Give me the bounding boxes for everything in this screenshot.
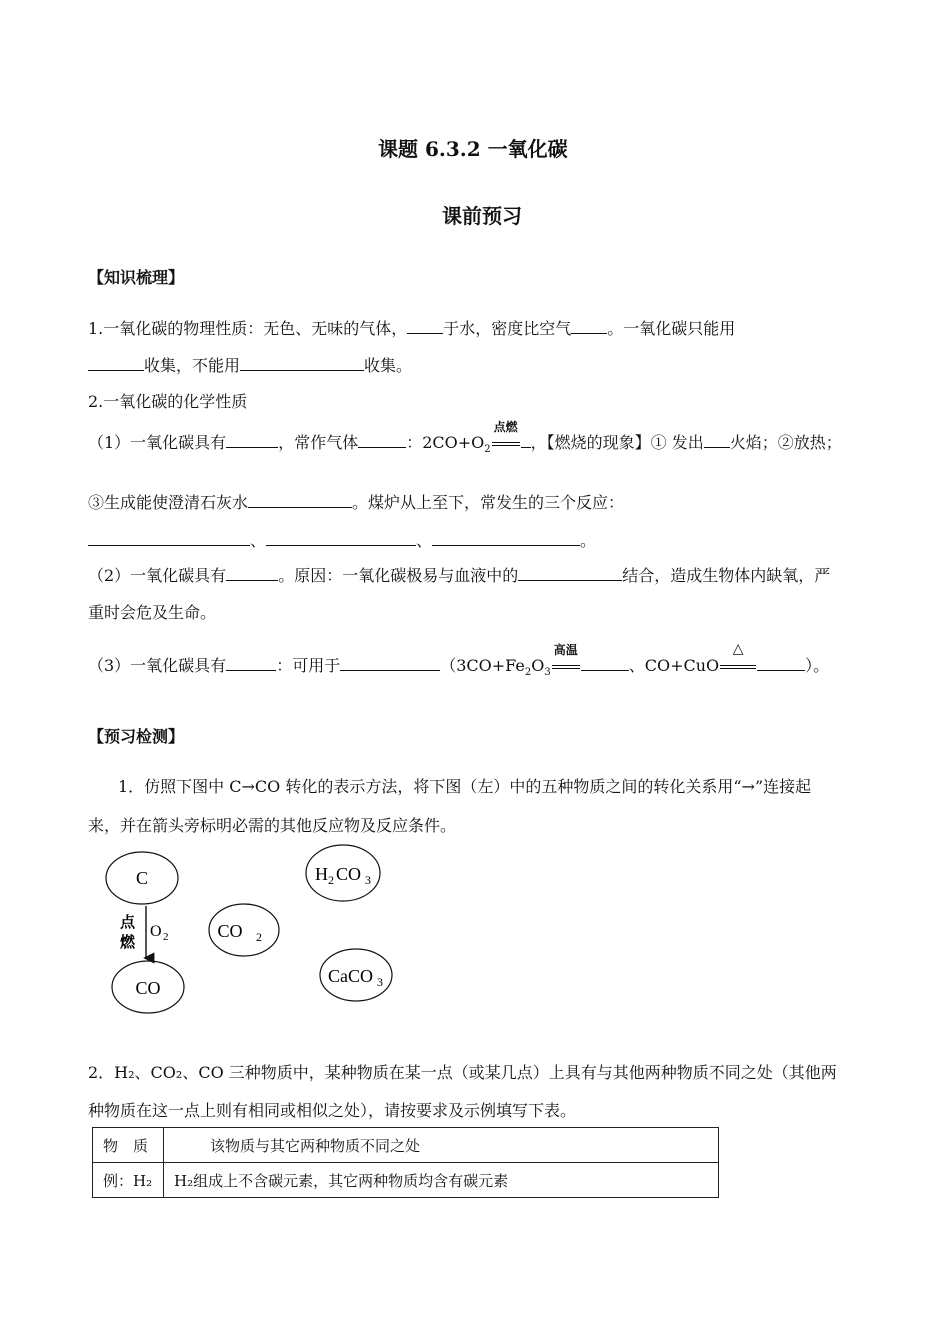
- property-3-line: （3）一氧化碳具有 ：可用于 （$3CO+Fe_2O_3$ 高温 、CO+CuO △ ）。: [88, 641, 830, 679]
- blank[interactable]: [581, 656, 629, 671]
- table-cell: 例：H₂: [93, 1163, 164, 1198]
- property-2-line2: 重时会危及生命。: [88, 603, 217, 622]
- node-caco3[interactable]: [320, 949, 392, 1001]
- svg-text:CaCO: CaCO: [328, 966, 373, 986]
- text: 。原因：一氧化碳极易与血液中的: [278, 566, 519, 585]
- property-1-line2: [88, 490, 624, 513]
- blank[interactable]: [88, 531, 250, 546]
- blank[interactable]: [266, 531, 416, 546]
- blank[interactable]: [340, 656, 440, 671]
- table-row: [93, 1163, 719, 1198]
- text: （1）一氧化碳具有: [88, 433, 227, 452]
- section-heading-preview-check: 【预习检测】: [88, 727, 185, 746]
- physical-properties-line: [88, 316, 735, 339]
- svg-text:2: 2: [256, 930, 262, 944]
- blank[interactable]: [226, 656, 276, 671]
- text: ）。: [805, 656, 830, 675]
- page-subtitle: 课前预习: [442, 204, 522, 228]
- svg-text:2: 2: [163, 931, 169, 943]
- table-header-difference: 该物质与其它两种物质不同之处: [164, 1128, 719, 1163]
- question-1-line1: 1．仿照下图中 C→CO 转化的表示方法，将下图（左）中的五种物质之间的转化关系用“→”连接起: [118, 777, 812, 796]
- node-h2co3[interactable]: [306, 845, 380, 901]
- collection-line: [88, 353, 412, 376]
- text: 火焰；②放热；: [729, 433, 842, 452]
- text: 结合，造成生物体内缺氧，严: [622, 566, 831, 585]
- blank[interactable]: [358, 433, 406, 448]
- comparison-table: [92, 1127, 719, 1198]
- question-2-line1: 2．H₂、CO₂、CO 三种物质中，某种物质在某一点（或某几点）上具有与其他两种物质不同之处（其他两: [88, 1063, 837, 1082]
- svg-text:CO: CO: [336, 864, 362, 884]
- svg-text:C: C: [135, 868, 149, 888]
- text: 、: [416, 531, 433, 550]
- node-co[interactable]: [112, 961, 184, 1013]
- blank[interactable]: [226, 433, 278, 448]
- blank[interactable]: [407, 319, 443, 334]
- section-heading-knowledge: 【知识梳理】: [88, 268, 185, 287]
- conversion-diagram: [0, 840, 950, 1030]
- text: ，常作气体: [278, 433, 359, 452]
- svg-text:CO: CO: [217, 921, 243, 941]
- page-title: 课题 6.3.2 一氧化碳: [378, 137, 568, 161]
- text: （2）一氧化碳具有: [88, 566, 227, 585]
- table-row: [93, 1128, 719, 1163]
- text: 于水，密度比空气: [443, 319, 572, 338]
- arrow-reactant: O: [150, 923, 162, 940]
- blank[interactable]: [521, 433, 531, 448]
- text: 。: [580, 531, 597, 550]
- svg-text:3: 3: [365, 873, 371, 887]
- text: 收集，不能用: [144, 356, 241, 375]
- text: O: [531, 656, 545, 675]
- blank[interactable]: [226, 566, 278, 581]
- blank[interactable]: [518, 566, 622, 581]
- arrow-condition: 燃: [120, 935, 136, 951]
- blank[interactable]: [571, 319, 607, 334]
- text: 收集。: [364, 356, 413, 375]
- reaction-condition: 高温: [551, 653, 581, 671]
- property-2-line: [88, 563, 830, 586]
- reaction-condition: 点燃: [491, 430, 521, 448]
- table-header-substance: 物 质: [93, 1128, 164, 1163]
- text: 、: [250, 531, 267, 550]
- svg-text:3: 3: [377, 975, 383, 989]
- chemical-properties-heading: 2.一氧化碳的化学性质: [88, 392, 248, 411]
- blank[interactable]: [432, 531, 580, 546]
- text: 1.一氧化碳的物理性质：无色、无味的气体，: [88, 319, 408, 338]
- svg-text:CO: CO: [135, 978, 161, 998]
- svg-text:H: H: [315, 864, 328, 884]
- table-cell: H₂组成上不含碳元素，其它两种物质均含有碳元素: [164, 1163, 719, 1198]
- question-2-line2: 种物质在这一点上则有相同或相似之处），请按要求及示例填写下表。: [88, 1101, 577, 1120]
- node-c[interactable]: [106, 852, 178, 904]
- text: ：2CO+O: [406, 433, 485, 452]
- text: （3CO+Fe: [440, 656, 525, 675]
- blank[interactable]: [757, 656, 805, 671]
- text: （3）一氧化碳具有: [88, 656, 227, 675]
- question-1-line2: 来，并在箭头旁标明必需的其他反应物及反应条件。: [88, 816, 457, 835]
- reaction-condition: △: [719, 653, 757, 671]
- text: ，【燃烧的现象】① 发出: [530, 433, 704, 452]
- blank[interactable]: [88, 356, 144, 371]
- arrow-condition: 点: [120, 915, 136, 931]
- blank[interactable]: [240, 356, 364, 371]
- node-co2[interactable]: [209, 904, 279, 956]
- text: ③生成能使澄清石灰水: [88, 493, 249, 512]
- three-reactions-line: [88, 528, 596, 551]
- svg-text:2: 2: [328, 873, 334, 887]
- text: 。煤炉从上至下，常发生的三个反应：: [352, 493, 625, 512]
- blank[interactable]: [248, 493, 352, 508]
- text: 。一氧化碳只能用: [607, 319, 736, 338]
- blank[interactable]: [704, 433, 730, 448]
- property-1-line: （1）一氧化碳具有 ，常作气体 ：$2CO+O_2$ 点燃 ，【燃烧的现象】① 发出 火焰；②放热；: [88, 420, 842, 456]
- text: ：可用于: [276, 656, 341, 675]
- text: 、CO+CuO: [628, 656, 720, 675]
